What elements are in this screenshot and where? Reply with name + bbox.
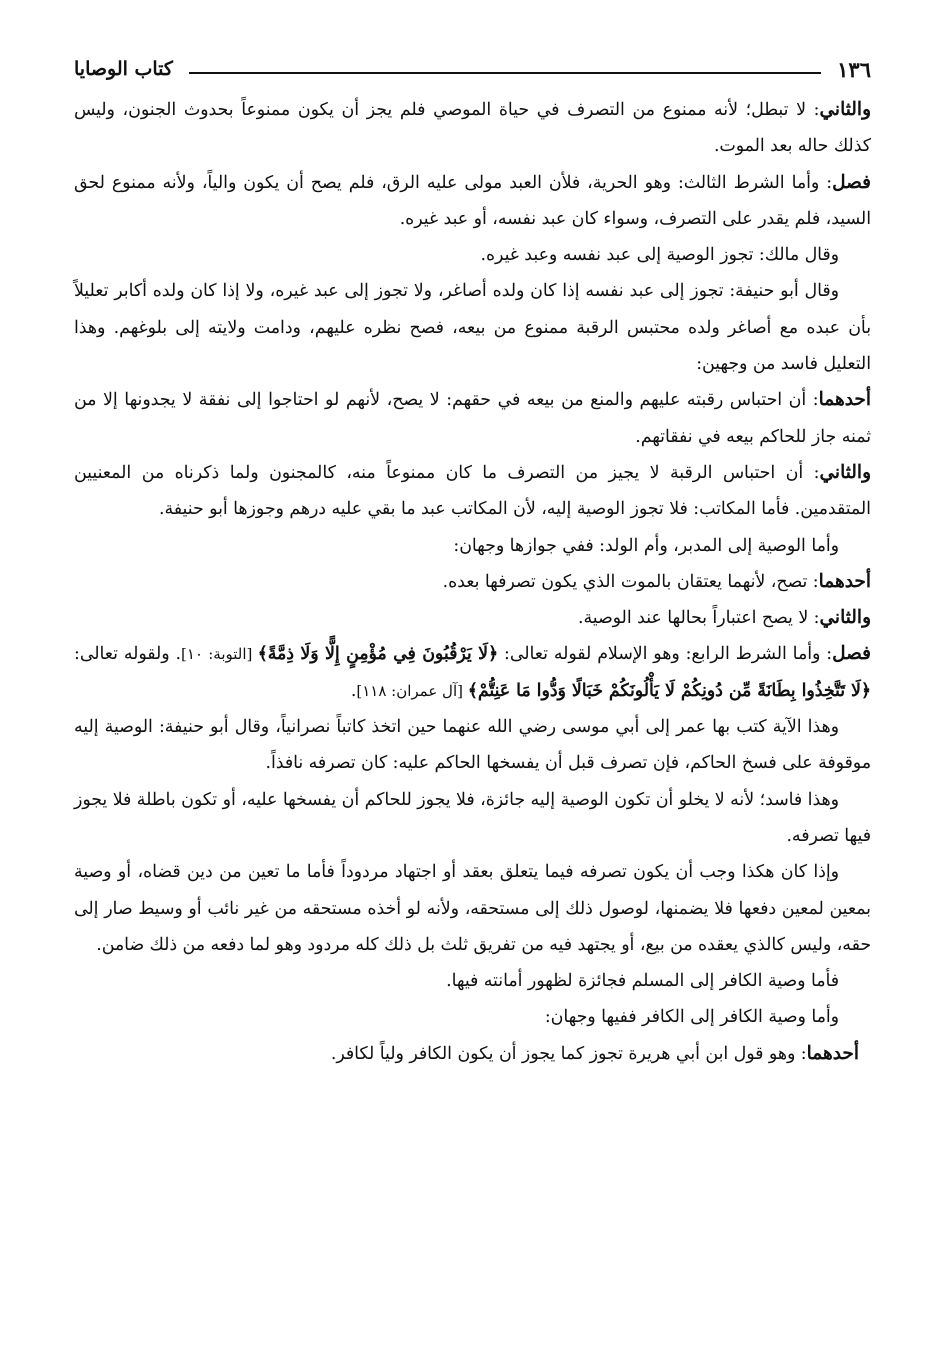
paragraph-text: وهذا فاسد؛ لأنه لا يخلو أن تكون الوصية إليه جائزة، فلا يجوز للحاكم أن يفسخها عليه، أو تكون باطلة فلا يجوز فيها تصرفه.: [74, 789, 871, 846]
paragraph-lead: أحدهما: [818, 570, 871, 592]
paragraph-text: : وأما الشرط الثالث: وهو الحرية، فلأن العبد مولى عليه الرق، فلم يصح أن يكون والياً، ولأنه ممنوع لحق السيد، فلم يقدر على التصرف، وسواء كان عبد نفسه، أو عبد غيره.: [74, 172, 871, 229]
paragraph-text: . ولقوله تعالى:: [74, 644, 182, 665]
paragraph-text: وإذا كان هكذا وجب أن يكون تصرفه فيما يتعلق بعقد أو اجتهاد مردوداً فأما ما تعين من دين قضاه، أو وصية بمعين لمعين دفعها فلا يضمنها، لوصول ذلك إلى مستحقه، ولأنه لو أخذه مستحقه من غير نائب أو وسيط صار إلى حقه، وليس كالذي يعقده من بيع، أو يجتهد فيه من تفريق ثلث بل ذلك كله مردود وهو لما دفعه من ذلك ضامن.: [74, 862, 871, 955]
paragraph-lead: والثاني: [819, 99, 871, 120]
paragraph-7: [74, 528, 871, 564]
paragraph-text: فأما وصية الكافر إلى المسلم فجائزة لظهور أمانته فيها.: [446, 971, 839, 992]
paragraph-9: [74, 600, 871, 636]
paragraph-text: .: [350, 680, 357, 701]
book-title: كتاب الوصايا: [74, 58, 173, 80]
quran-verse-1: ﴿لَا يَرْقُبُونَ فِي مُؤْمِنٍ إِلًّا وَلَا ذِمَّةً﴾: [257, 644, 499, 665]
paragraph-text: وهذا الآية كتب بها عمر إلى أبي موسى رضي الله عنهما حين اتخذ كاتباً نصرانياً، وقال أبو حنيفة: الوصية إليه موقوفة على فسخ الحاكم، فإن تصرف قبل أن يفسخها الحاكم عليه: كان تصرفه نافذاً.: [74, 717, 871, 774]
paragraph-lead: أحدهما: [806, 1042, 859, 1064]
paragraph-lead: أحدهما: [818, 389, 871, 411]
paragraph-text: : تصح، لأنهما يعتقان بالموت الذي يكون تصرفها بعده.: [442, 571, 819, 592]
paragraph-2: [74, 165, 871, 238]
paragraph-text: وقال أبو حنيفة: تجوز إلى عبد نفسه إذا كان ولده أصاغر، ولا تجوز إلى عبد غيره، ولا إذا كان ولده أكابر تعليلاً بأن عبده مع أصاغر ولده محتبس الرقبة ممنوع من بيعه، فصح نظره عليهم، ودامت ولايته إلى بلوغهم. وهذا التعليل فاسد من وجهين:: [74, 281, 871, 375]
paragraph-4: [74, 273, 871, 382]
verse-reference-2: [آل عمران: ١١٨]: [356, 681, 468, 700]
verse-reference-1: [التوبة: ١٠]: [181, 645, 258, 664]
book-page: [74, 52, 871, 1352]
paragraph-lead: فصل: [832, 643, 871, 665]
paragraph-text: : وأما الشرط الرابع: وهو الإسلام لقوله تعالى:: [498, 644, 833, 665]
paragraph-15: [74, 999, 871, 1035]
paragraph-10: [74, 636, 871, 709]
paragraph-5: [74, 382, 871, 455]
paragraph-3: [74, 237, 871, 273]
paragraph-lead: فصل: [832, 171, 871, 193]
paragraph-text: : أن احتباس الرقبة لا يجيز من التصرف ما كان ممنوعاً منه، كالمجنون ولما ذكرناه من المعنيين المتقدمين. فأما المكاتب: فلا تجوز الوصية إليه، لأن المكاتب عبد ما بقي عليه درهم وجوزها أبو حنيفة.: [74, 462, 871, 520]
paragraph-text: : وهو قول ابن أبي هريرة تجوز كما يجوز أن يكون الكافر ولياً لكافر.: [330, 1043, 807, 1064]
paragraph-lead: والثاني: [819, 461, 871, 483]
page-body: [74, 92, 871, 1072]
header-rule: [189, 72, 821, 74]
page-number: ١٣٦: [837, 56, 871, 82]
paragraph-text: : لا يصح اعتباراً بحالها عند الوصية.: [577, 608, 820, 629]
page-header: [74, 52, 871, 86]
paragraph-6: [74, 455, 871, 528]
paragraph-text: : أن احتباس رقبته عليهم والمنع من بيعه في حقهم: لا يصح، لأنهم لو احتاجوا إلى نفقة لا يجدونها إلا من ثمنه جاز للحاكم بيعه في نفقاتهم.: [74, 390, 871, 447]
paragraph-11: [74, 709, 871, 782]
paragraph-16: [74, 1036, 871, 1072]
paragraph-13: [74, 854, 871, 963]
paragraph-8: [74, 564, 871, 600]
paragraph-1: [74, 92, 871, 165]
paragraph-text: وأما الوصية إلى المدبر، وأم الولد: ففي جوازها وجهان:: [453, 535, 839, 556]
quran-verse-2: ﴿لَا تَتَّخِذُوا بِطَانَةً مِّن دُونِكُمْ لَا يَأْلُونَكُمْ خَبَالًا وَدُّوا مَا عَنِتُّمْ﴾: [467, 680, 871, 701]
paragraph-text: وأما وصية الكافر إلى الكافر ففيها وجهان:: [544, 1007, 839, 1028]
paragraph-lead: والثاني: [819, 607, 871, 629]
paragraph-12: [74, 782, 871, 855]
paragraph-text: وقال مالك: تجوز الوصية إلى عبد نفسه وعبد غيره.: [480, 245, 839, 266]
paragraph-14: [74, 963, 871, 999]
paragraph-text: : لا تبطل؛ لأنه ممنوع من التصرف في حياة الموصي فلم يجز أن يكون ممنوعاً بحدوث الجنون، وليس كذلك حاله بعد الموت.: [74, 100, 871, 157]
